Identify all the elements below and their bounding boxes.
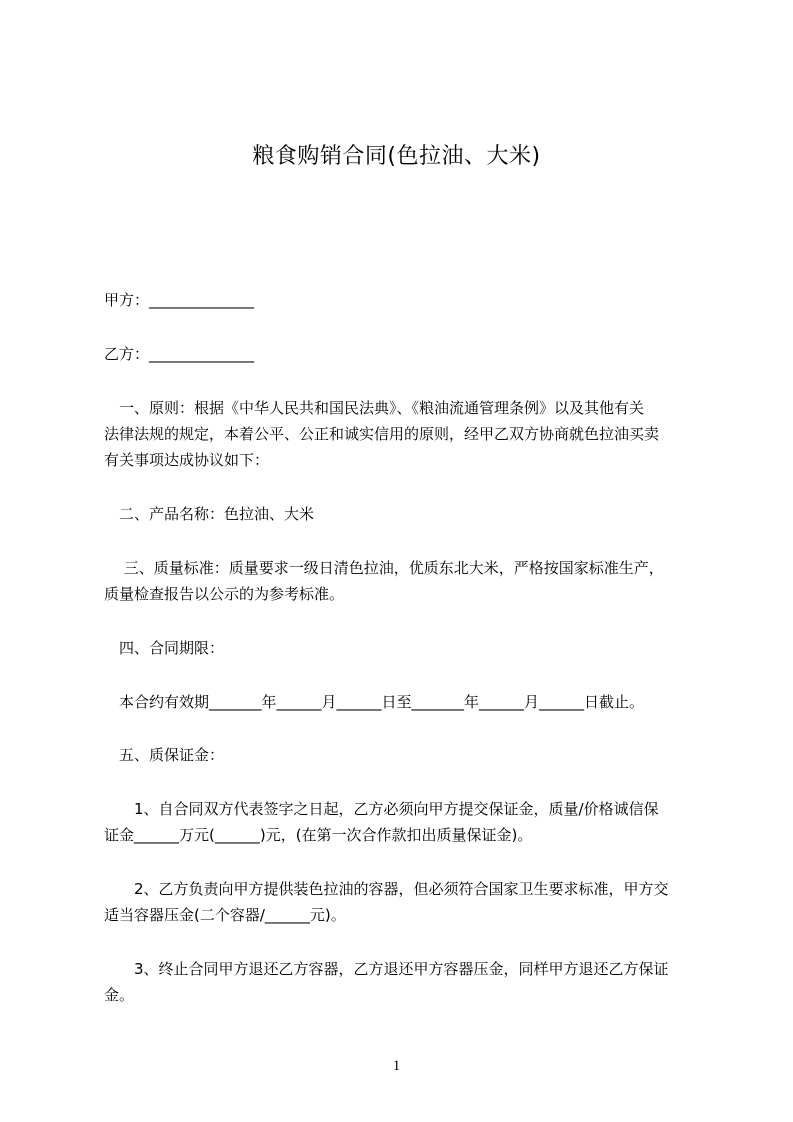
section-2-line: 二、产品名称：色拉油、大米 [104, 505, 315, 523]
deposit-item-2-line-1: 2、乙方负责向甲方提供装色拉油的容器，但必须符合国家卫生要求标准，甲方交 [104, 880, 669, 898]
contract-validity-line: 本合约有效期_______年______月______日至_______年______月______日截止。 [104, 693, 645, 711]
section-3-line-2: 质量检查报告以公示的为参考标准。 [104, 585, 345, 603]
section-3-line-1: 三、质量标准：质量要求一级日清色拉油，优质东北大米，严格按国家标准生产， [104, 559, 664, 577]
section-1-line-2: 法律法规的规定，本着公平、公正和诚实信用的原则，经甲乙双方协商就色拉油买卖 [104, 425, 660, 443]
party-a-line: 甲方：______________ [104, 291, 255, 309]
deposit-item-1-line-1: 1、自合同双方代表签字之日起，乙方必须向甲方提交保证金，质量/价格诚信保 [104, 800, 659, 818]
page-number: 1 [392, 1058, 401, 1074]
deposit-item-2-line-2: 适当容器压金(二个容器/______元)。 [104, 906, 346, 924]
deposit-item-3-line-2: 金。 [104, 986, 135, 1004]
section-5-heading: 五、质保证金： [104, 746, 225, 764]
party-b-line: 乙方：______________ [104, 345, 255, 363]
deposit-item-3-line-1: 3、终止合同甲方退还乙方容器，乙方退还甲方容器压金，同样甲方退还乙方保证 [104, 960, 669, 978]
document-title: 粮食购销合同(色拉油、大米) [252, 144, 541, 169]
section-4-heading: 四、合同期限： [104, 639, 225, 657]
deposit-item-1-line-2: 证金______万元(______)元，(在第一次合作款扣出质量保证金)。 [104, 826, 533, 844]
section-1-line-1: 一、原则：根据《中华人民共和国民法典》、《粮油流通管理条例》以及其他有关 [104, 399, 645, 417]
section-1-line-3: 有关事项达成协议如下： [104, 451, 270, 469]
